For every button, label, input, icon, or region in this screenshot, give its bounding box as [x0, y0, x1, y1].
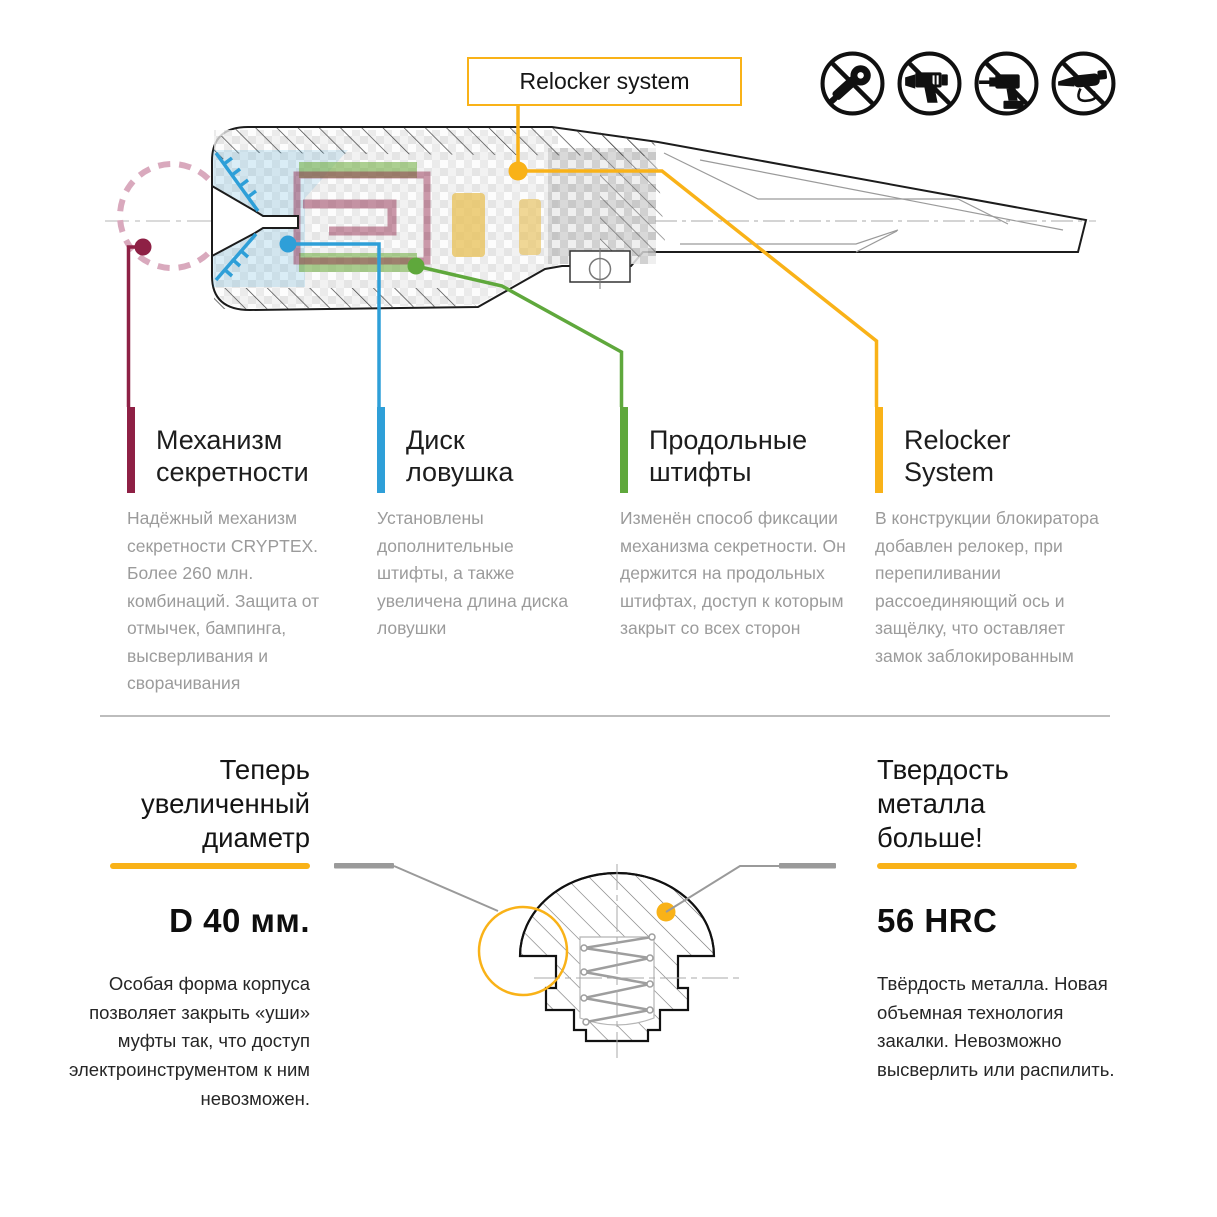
callout-body: Надёжный механизм секретности CRYPTEX. Более 260 млн. комбинаций. Защита от отмычек, бампинга, высверливания и сворачивания — [127, 508, 320, 694]
no-angle-grinder-icon — [819, 50, 886, 117]
callout-longitudinal-pins — [620, 407, 848, 643]
section-divider — [100, 715, 1110, 717]
callout-title: Механизм секретности — [156, 425, 309, 488]
feature-hardness — [877, 753, 1123, 1085]
no-drill-icon — [896, 50, 963, 117]
callout-title: Relocker System — [904, 425, 1011, 488]
green-callout-dot — [408, 258, 425, 275]
hatch-bottom-wall — [214, 288, 476, 309]
callout-body: В конструкции блокиратора добавлен релокер, при перепиливании рассоединяющий ось и защёлку, что оставляет замок заблокированным — [875, 508, 1099, 666]
callout-security-mechanism — [127, 407, 325, 698]
color-bar-yellow — [875, 407, 883, 493]
feature-body: Особая форма корпуса позволяет закрыть «уши» муфты так, что доступ электроинструментом к ним невозможен. — [68, 973, 310, 1109]
leader-bar-left — [334, 863, 394, 869]
feature-heading: Твердость металла больше! — [877, 754, 1009, 853]
blue-callout-dot — [280, 236, 297, 253]
yellow-callout-dot — [509, 162, 528, 181]
hardness-value: 56 HRC — [877, 902, 998, 939]
callout-disc-trap — [377, 407, 582, 643]
maroon-callout-dot — [135, 239, 152, 256]
relocker-system-label — [467, 57, 742, 106]
callout-relocker-system — [875, 407, 1103, 670]
protected-nut-drawing — [334, 863, 836, 1058]
maroon-callout-line — [129, 247, 144, 407]
relocker-system-label-text: Relocker system — [519, 68, 690, 94]
yellow-rule — [877, 863, 1077, 869]
retainer-screw-detail — [570, 248, 630, 289]
color-bar-green — [620, 407, 628, 493]
callout-body: Установлены дополнительные штифты, а также увеличена длина диска ловушки — [377, 508, 569, 639]
callout-title: Диск ловушка — [406, 425, 514, 488]
feature-body: Твёрдость металла. Новая объемная технология закалки. Невозможно высверлить или распилить. — [877, 973, 1115, 1081]
leader-bar-right — [779, 863, 836, 869]
feature-heading: Теперь увеличенный диаметр — [141, 754, 310, 853]
feature-diameter — [55, 753, 310, 1113]
prohibited-tools-row — [819, 50, 1117, 117]
callout-title: Продольные штифты — [649, 425, 808, 488]
color-bar-blue — [377, 407, 385, 493]
yellow-rule — [110, 863, 310, 869]
diameter-value: D 40 мм. — [169, 902, 310, 939]
color-bar-maroon — [127, 407, 135, 493]
callout-body: Изменён способ фиксации механизма секретности. Он держится на продольных штифтах, доступ к которым закрыт со всех сторон — [620, 508, 846, 639]
no-hammer-drill-icon — [973, 50, 1040, 117]
no-power-saw-icon — [1050, 50, 1117, 117]
